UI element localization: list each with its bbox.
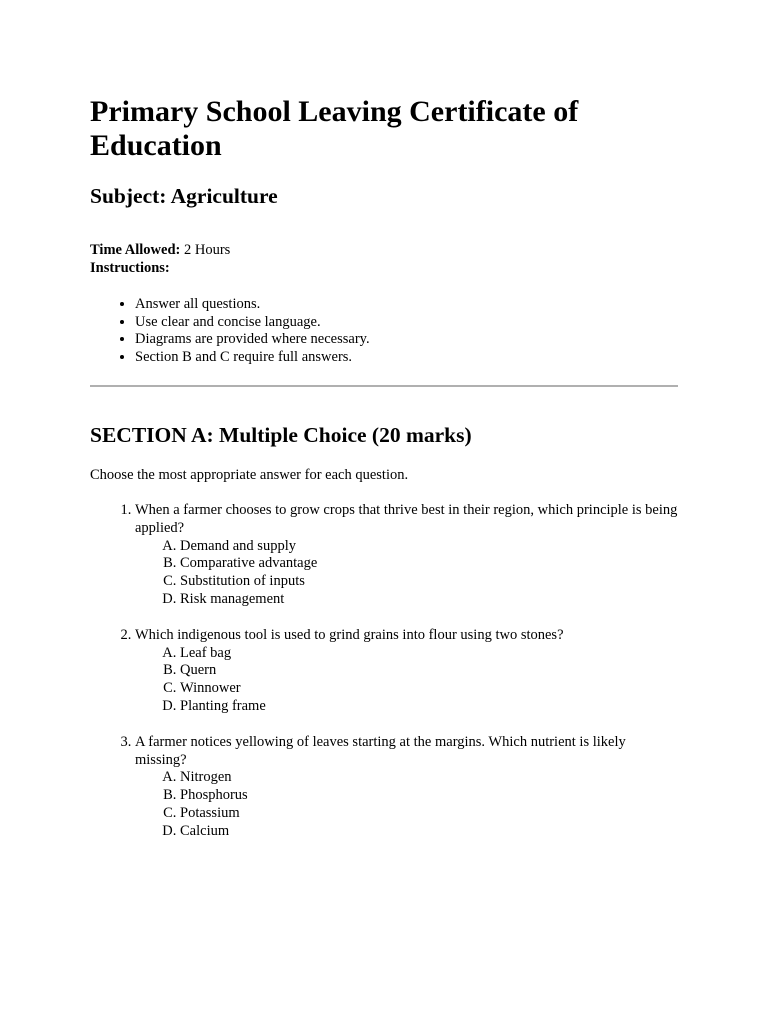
section-a-heading: SECTION A: Multiple Choice (20 marks) [90, 423, 472, 447]
option-item: C. Winnower [180, 680, 678, 698]
horizontal-divider [90, 385, 678, 387]
instruction-item: • Diagrams are provided where necessary. [135, 331, 678, 349]
option-item: A. Nitrogen [180, 769, 678, 787]
question-text: A farmer notices yellowing of leaves starting at the margins. Which nutrient is likely missing? [135, 733, 626, 768]
options-list [135, 538, 678, 609]
question-item [135, 502, 678, 609]
options-list [135, 645, 678, 716]
option-item: D. Calcium [180, 823, 678, 841]
option-item: D. Risk management [180, 591, 678, 609]
time-allowed-value: 2 Hours [183, 242, 231, 258]
question-item [135, 627, 678, 716]
exam-meta [90, 241, 678, 277]
instructions-line [90, 259, 678, 277]
option-item: A. Demand and supply [180, 538, 678, 556]
question-item [135, 734, 678, 841]
instruction-item: • Answer all questions. [135, 296, 678, 314]
document-title: Primary School Leaving Certificate of Education [90, 95, 579, 162]
option-item: B. Comparative advantage [180, 555, 678, 573]
instruction-item: • Use clear and concise language. [135, 314, 678, 332]
time-allowed-line [90, 241, 678, 259]
question-text: When a farmer chooses to grow crops that thrive best in their region, which principle is being applied? [135, 502, 678, 536]
options-list [135, 769, 678, 840]
subject-heading: Subject: Agriculture [90, 184, 278, 208]
option-item: C. Substitution of inputs [180, 573, 678, 591]
instructions-list [90, 296, 678, 366]
option-item: C. Potassium [180, 805, 678, 823]
option-item: D. Planting frame [180, 698, 678, 716]
questions-list [90, 502, 678, 841]
section-a-intro: Choose the most appropriate answer for each question. [90, 467, 409, 483]
time-allowed-label: Time Allowed: [90, 242, 181, 258]
option-item: B. Phosphorus [180, 787, 678, 805]
instruction-item: • Section B and C require full answers. [135, 349, 678, 367]
option-item: B. Quern [180, 662, 678, 680]
instructions-label: Instructions: [90, 260, 170, 276]
question-text: Which indigenous tool is used to grind grains into flour using two stones? [135, 626, 564, 643]
option-item: A. Leaf bag [180, 645, 678, 663]
